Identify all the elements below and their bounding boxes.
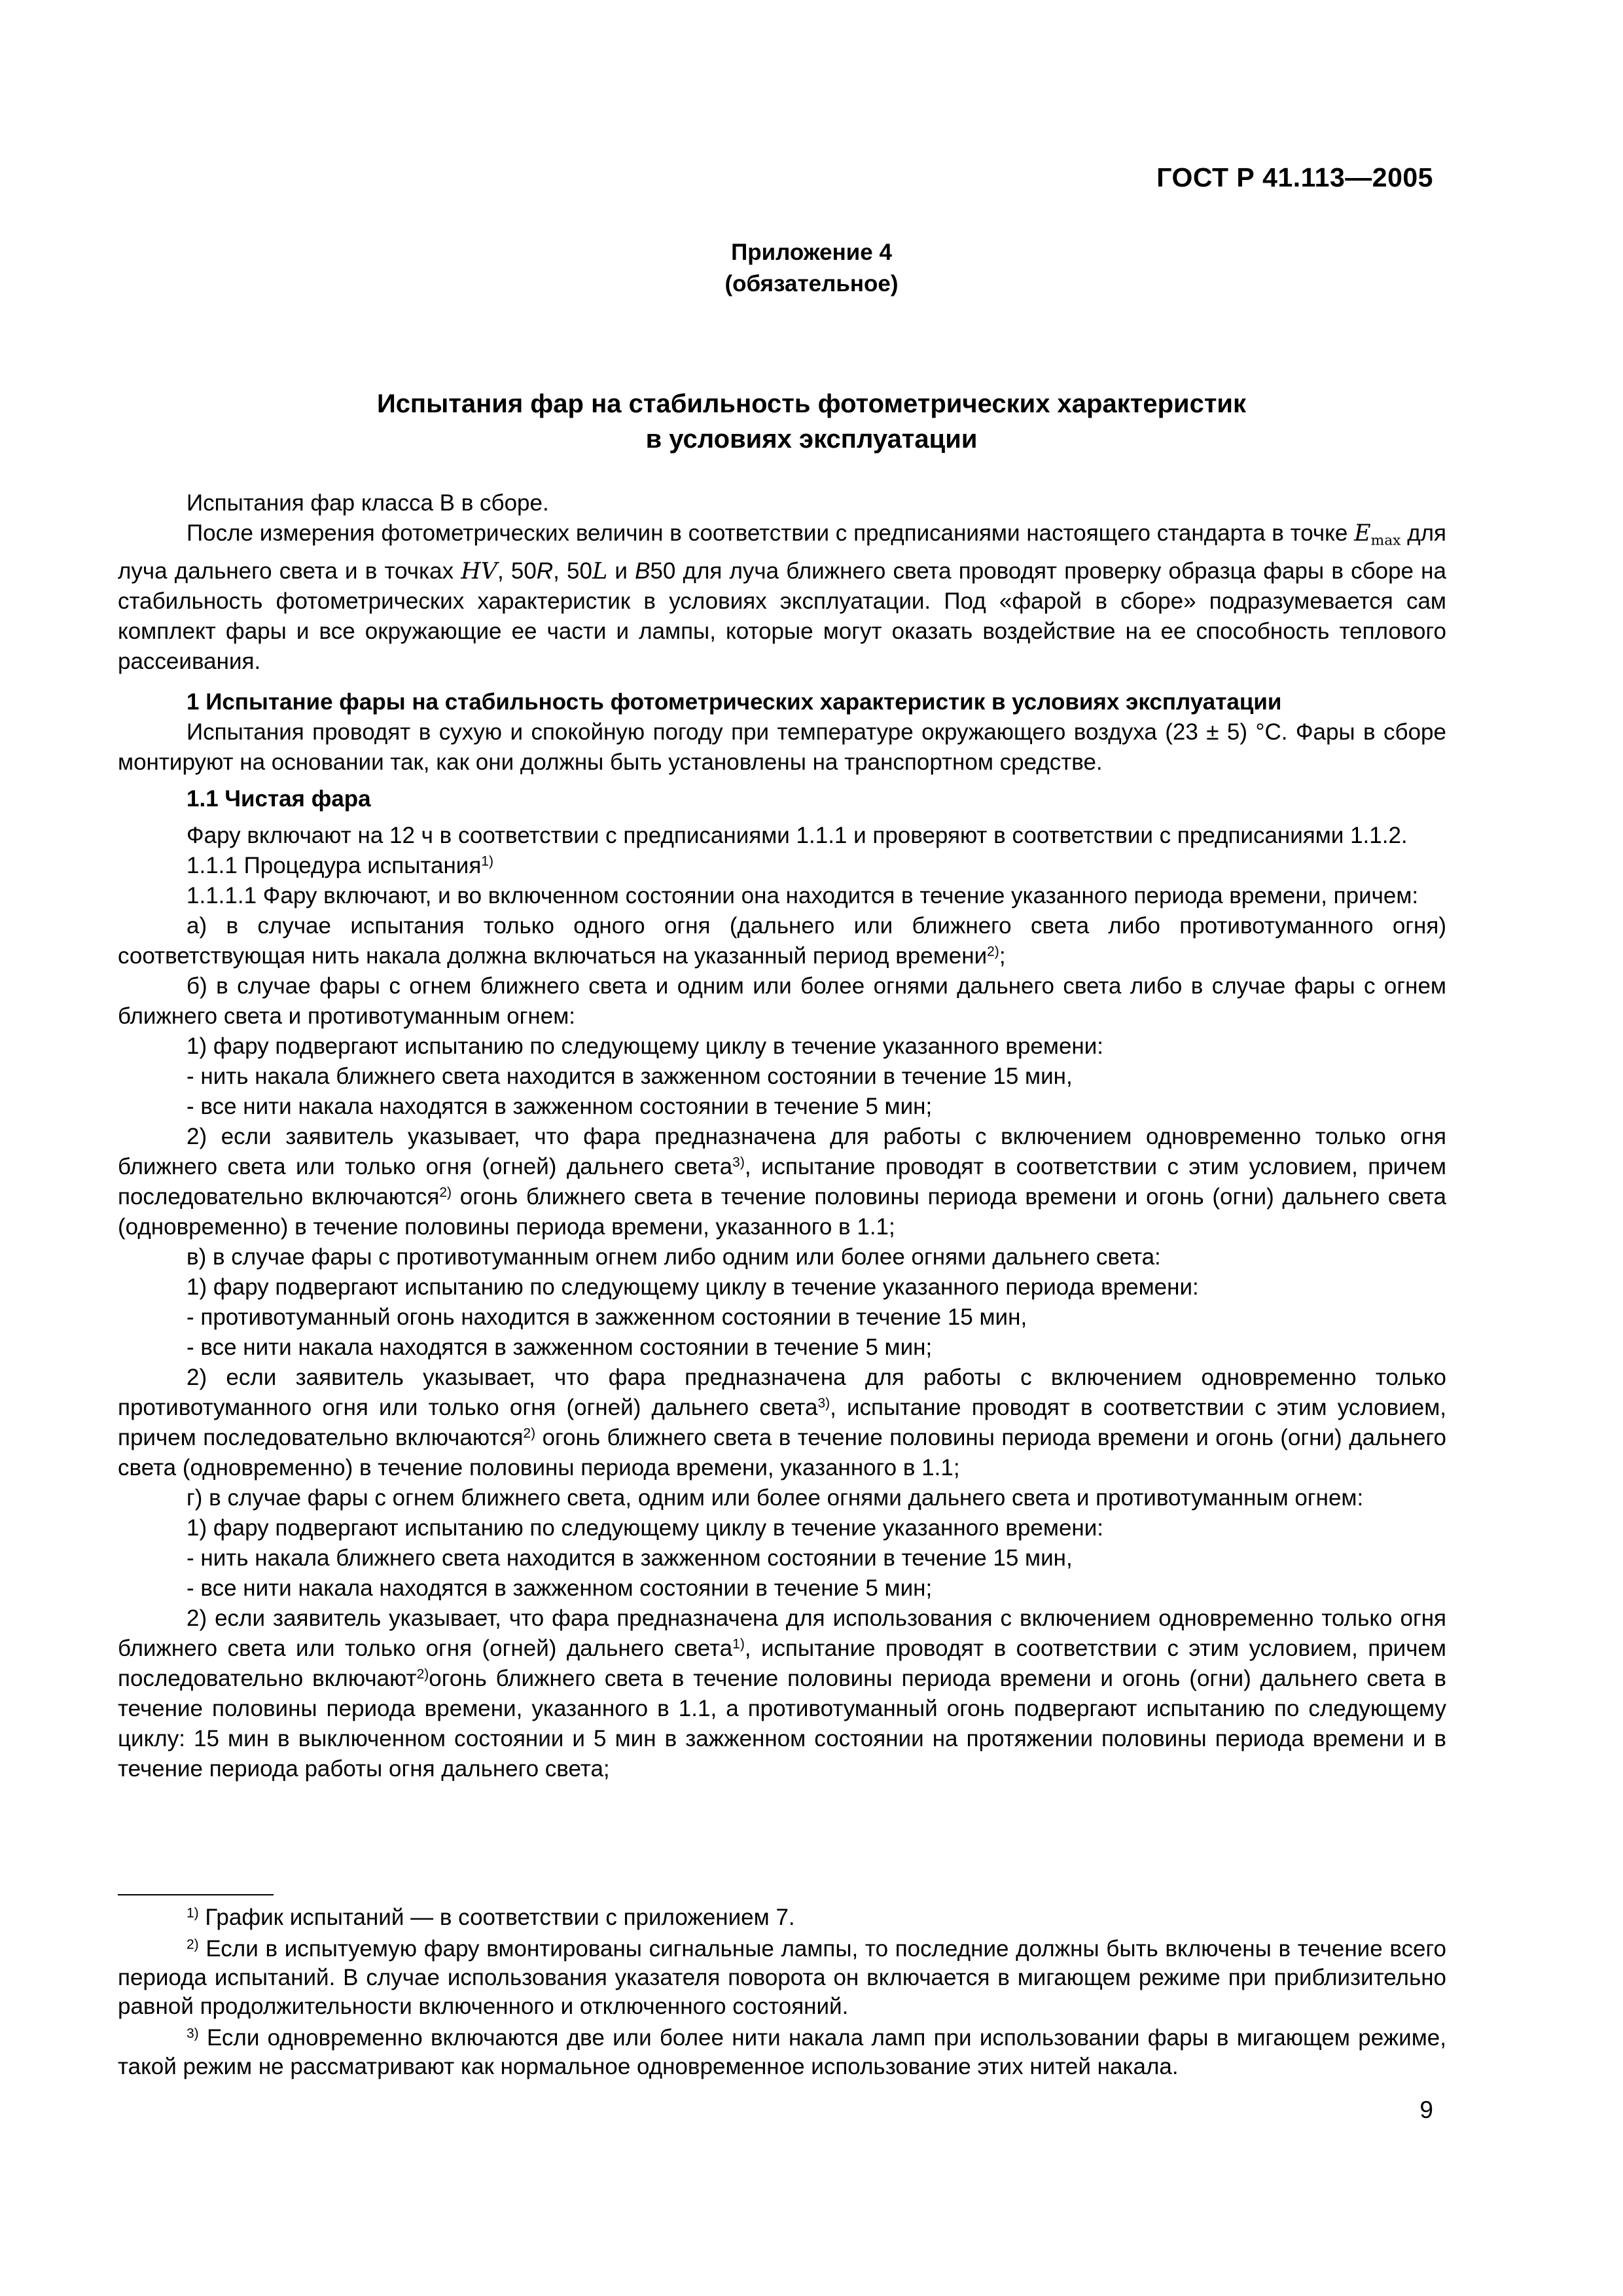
- case-b-intro: б) в случае фары с огнем ближнего света и одним или более огнями дальнего света либо в случае фары с огнем ближнего света и противотуманным огнем:: [118, 973, 1446, 1029]
- case-b-item-2: 2) если заявитель указывает, что фара предназначена для работы с включением одновременно только огня ближнего света или только огня (огней) дальнего света$^{3)}$, испытание проводят в соответствии с этим условием, причем последовательно включаются$^{2)}$ огонь ближнего света в течение половины периода времени и огонь (огни) дальнего света (одновременно) в течение половины периода времени, указанного в 1.1;: [118, 1123, 1446, 1240]
- case-b-item-1: 1) фару подвергают испытанию по следующему циклу в течение указанного времени:: [187, 1033, 1104, 1059]
- case-b-dash-2: - все нити накала находятся в зажженном состоянии в течение 5 мин;: [187, 1093, 933, 1119]
- footnote-divider: [118, 1894, 274, 1895]
- annex-label: Приложение 4: [731, 240, 892, 265]
- footnote-2: $^{2)}$ Если в испытуемую фару вмонтированы сигнальные лампы, то последние должны быть включены в течение всего периода испытаний. В случае использования указателя поворота он включается в мигающем режиме при приблизительно равной продолжительности включенного и отключенного состояний.: [118, 1936, 1446, 2019]
- footnote-ref: 3): [732, 1154, 745, 1170]
- case-v-intro: в) в случае фары с противотуманным огнем либо одним или более огнями дальнего света:: [187, 1244, 1161, 1270]
- case-b-dash-1: - нить накала ближнего света находится в зажженном состоянии в течение 15 мин,: [187, 1063, 1073, 1089]
- section-1-1-heading: 1.1 Чистая фара: [187, 785, 371, 812]
- title-line-1: Испытания фар на стабильность фотометрических характеристик: [376, 389, 1247, 418]
- section-1-1-text: Фару включают на 12 ч в соответствии с предписаниями 1.1.1 и проверяют в соответствии с предписаниями 1.1.2.: [187, 822, 1408, 848]
- case-v-dash-1: - противотуманный огонь находится в зажженном состоянии в течение 15 мин,: [187, 1304, 1027, 1330]
- case-g-dash-1: - нить накала ближнего света находится в зажженном состоянии в течение 15 мин,: [187, 1545, 1073, 1571]
- case-v-item-1: 1) фару подвергают испытанию по следующему циклу в течение указанного периода времени:: [187, 1274, 1199, 1300]
- title-line-2: в условиях эксплуатации: [645, 425, 978, 454]
- procedure-heading: 1.1.1 Процедура испытания$^{1)}$: [187, 852, 493, 878]
- intro-paragraph-2: После измерения фотометрических величин в соответствии с предписаниями настоящего стандарта в точке $E_{max}$ для луча дальнего света и в точках HV, 50R, 50L и B50 для луча ближнего света проводят проверку образца фары в сборе на стабильность фотометрических характеристик в условиях эксплуатации. Под «фарой в сборе» подразумевается сам комплект фары и все окружающие ее части и лампы, которые могут оказать воздействие на ее способность теплового рассеивания.: [118, 520, 1446, 674]
- footnote-ref: 2): [987, 943, 999, 959]
- case-v-item-2: 2) если заявитель указывает, что фара предназначена для работы с включением одновременно только противотуманного огня или только огня (огней) дальнего света$^{3)}$, испытание проводят в соответствии с этим условием, причем последовательно включаются$^{2)}$ огонь ближнего света в течение половины периода времени и огонь (огни) дальнего света (одновременно) в течение половины периода времени, указанного в 1.1;: [118, 1364, 1446, 1480]
- page-number: 9: [1419, 2096, 1433, 2123]
- footnote-ref: 1): [481, 853, 493, 869]
- footnote-1: $^{1)}$ График испытаний — в соответствии с приложением 7.: [187, 1905, 795, 1930]
- footnote-ref: 3): [817, 1395, 830, 1410]
- section-1-heading: 1 Испытание фары на стабильность фотометрических характеристик в условиях эксплуатации: [187, 689, 1282, 715]
- case-v-dash-2: - все нити накала находятся в зажженном состоянии в течение 5 мин;: [187, 1334, 933, 1360]
- standard-code: ГОСТ Р 41.113—2005: [1156, 162, 1433, 192]
- footnote-ref: 2): [416, 1666, 429, 1681]
- emax-symbol: $E_{max}$: [1354, 520, 1401, 549]
- footnote-ref: 2): [439, 1184, 452, 1200]
- case-g-intro: г) в случае фары с огнем ближнего света, одним или более огнями дальнего света и противотуманным огнем:: [187, 1484, 1364, 1511]
- case-g-item-2: 2) если заявитель указывает, что фара предназначена для использования с включением одновременно только огня ближнего света или только огня (огней) дальнего света$^{1)}$, испытание проводят в соответствии с этим условием, причем последовательно включают$^{2)}$огонь ближнего света в течение половины периода времени и огонь (огни) дальнего света в течение половины периода времени, указанного в 1.1, а противотуманный огонь подвергают испытанию по следующему циклу: 15 мин в выключенном состоянии и 5 мин в зажженном состоянии на протяжении половины периода времени и в течение периода работы огня дальнего света;: [118, 1605, 1446, 1782]
- footnote-3: $^{3)}$ Если одновременно включаются две или более нити накала ламп при использовании фары в мигающем режиме, такой режим не рассматривают как нормальное одновременное использование этих нитей накала.: [118, 2025, 1446, 2079]
- intro-paragraph-1: Испытания фар класса B в сборе.: [187, 490, 549, 516]
- case-g-item-1: 1) фару подвергают испытанию по следующему циклу в течение указанного времени:: [187, 1515, 1104, 1541]
- case-a: а) в случае испытания только одного огня (дальнего или ближнего света либо противотуманного огня) соответствующая нить накала должна включаться на указанный период времени$^{2)}$;: [118, 912, 1446, 969]
- footnote-ref: 1): [732, 1636, 745, 1651]
- annex-heading: [0, 237, 1623, 300]
- footnotes: [118, 1903, 1446, 2084]
- section-1-text: Испытания проводят в сухую и спокойную погоду при температуре окружающего воздуха (23 ± 5) °С. Фары в сборе монтируют на основании так, как они должны быть установлены на транспортном средстве.: [118, 719, 1446, 775]
- document-title: [0, 386, 1623, 457]
- clause-1-1-1-1: 1.1.1.1 Фару включают, и во включенном состоянии она находится в течение указанного периода времени, причем:: [187, 882, 1419, 908]
- annex-status: (обязательное): [724, 271, 899, 296]
- footnote-ref: 2): [523, 1425, 536, 1441]
- case-g-dash-2: - все нити накала находятся в зажженном состоянии в течение 5 мин;: [187, 1575, 933, 1601]
- document-body: [118, 488, 1446, 1784]
